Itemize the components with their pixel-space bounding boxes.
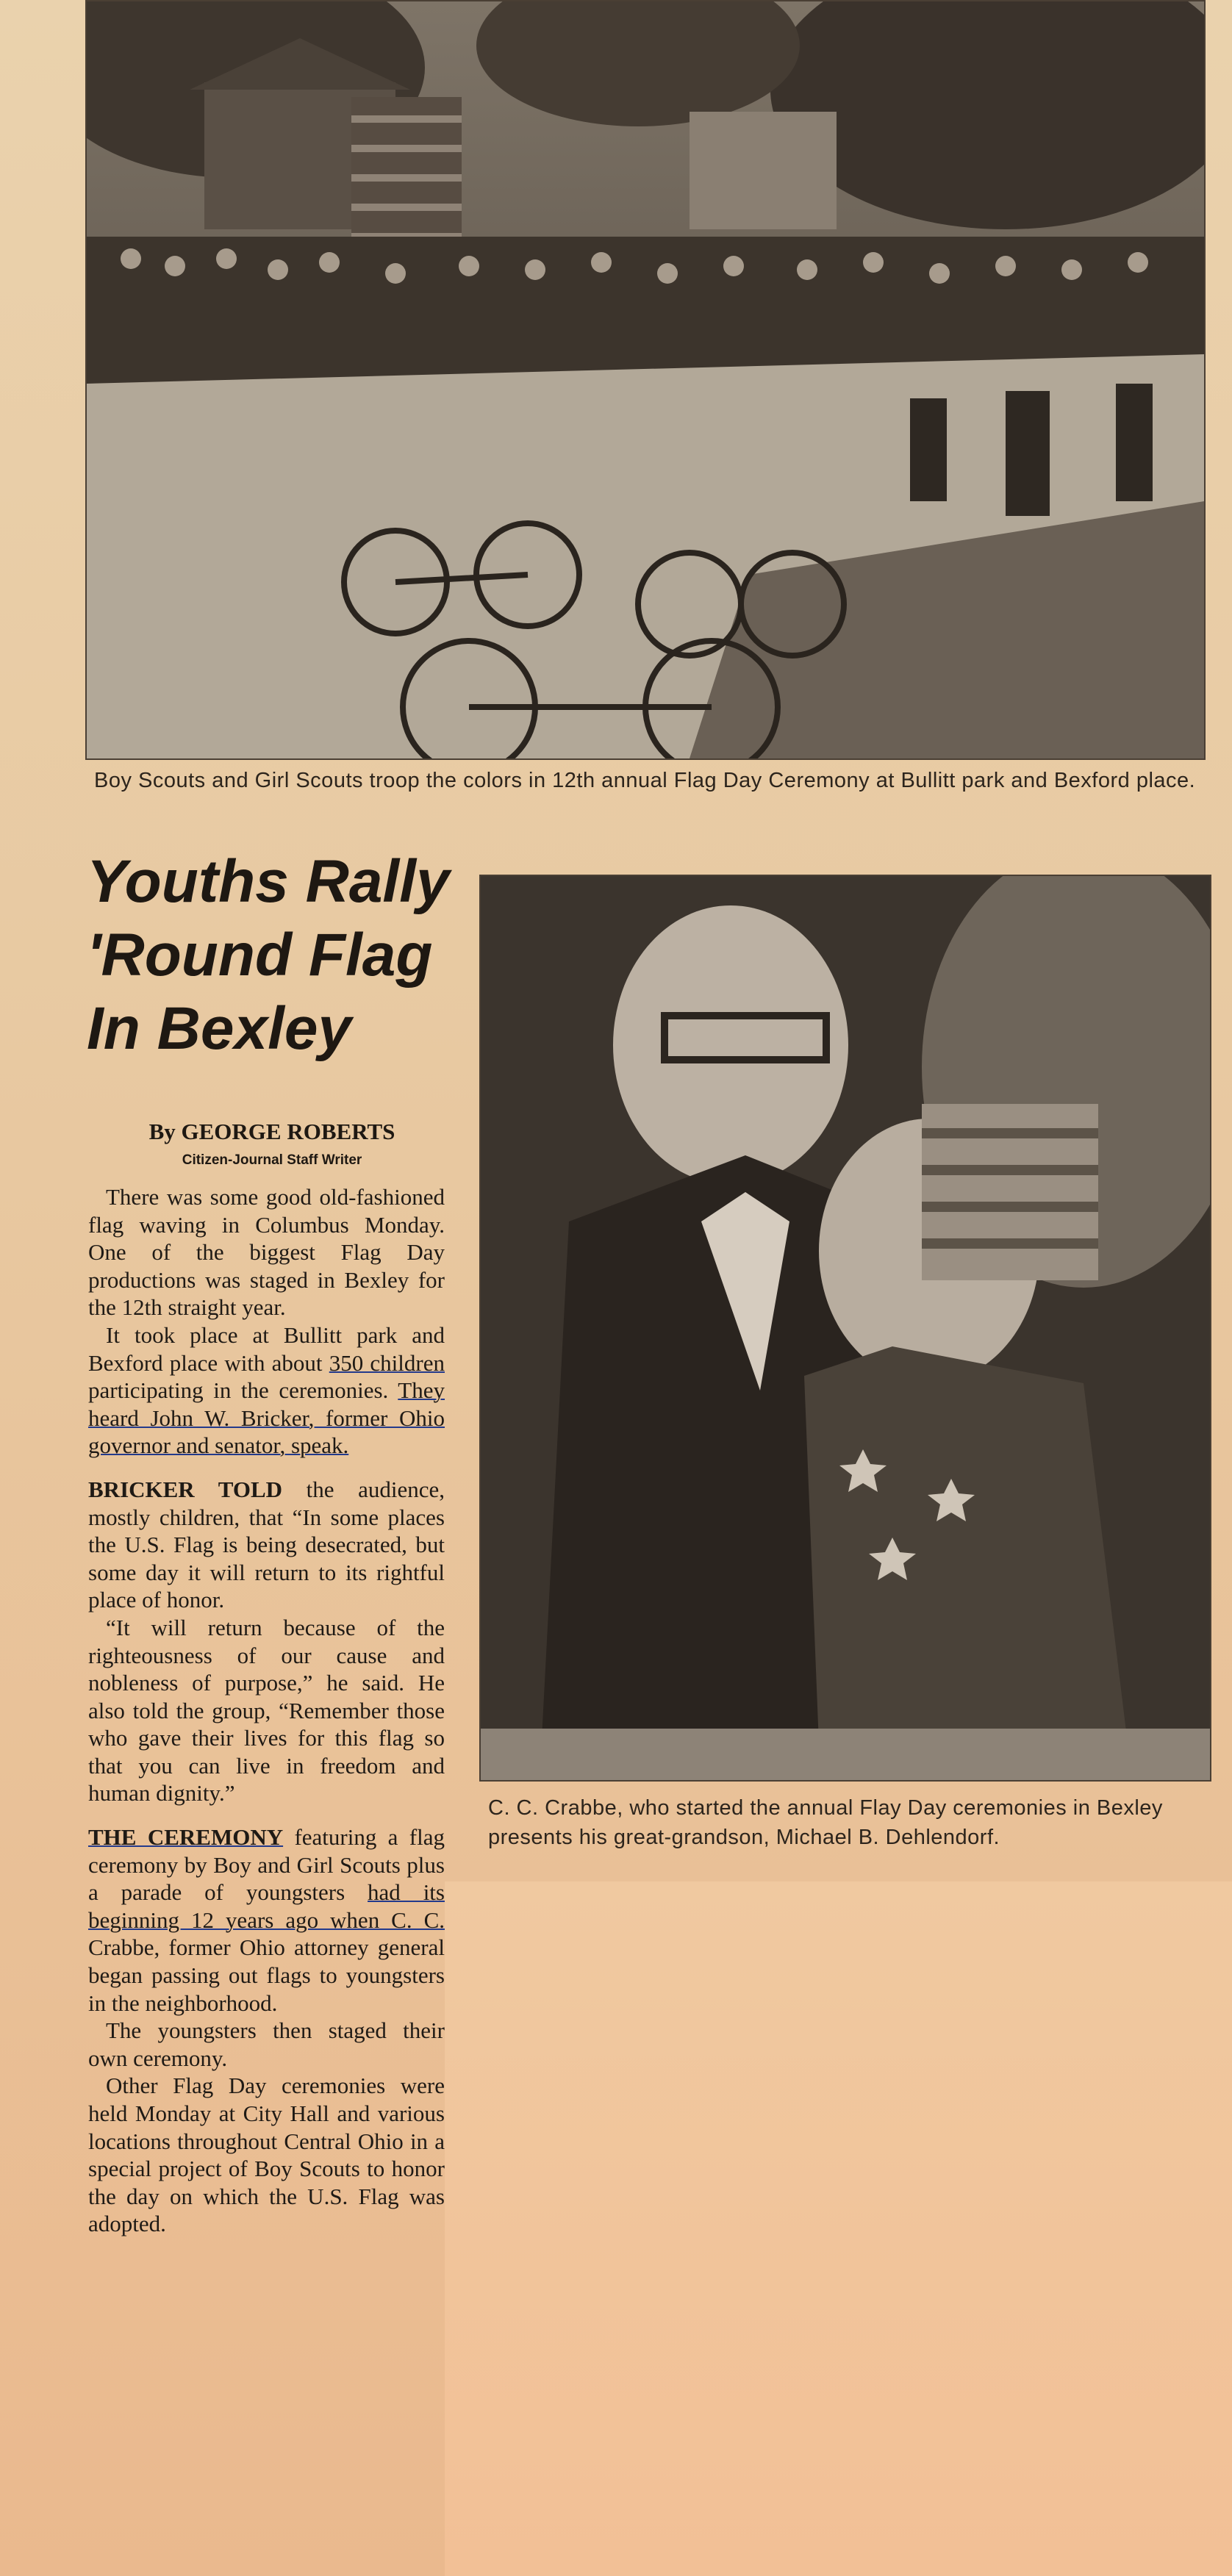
parade-photo-image	[87, 1, 1204, 758]
backing-paper	[445, 1881, 1232, 2576]
staff-credit: Citizen-Journal Staff Writer	[182, 1152, 362, 1168]
parade-photo	[85, 0, 1206, 760]
headline-line-2: 'Round Flag	[87, 922, 433, 989]
portrait-photo-image	[481, 876, 1210, 1780]
underlined-text: had its beginning 12 years ago when C. C.	[88, 1879, 445, 1933]
article-body	[88, 1183, 445, 2238]
article-paragraph-6: The youngsters then staged their own ceremony.	[88, 2017, 445, 2071]
lead-in: BRICKER TOLD	[88, 1476, 283, 1502]
article-paragraph-7: Other Flag Day ceremonies were held Monday at City Hall and various locations throughout Central Ohio in a special project of Boy Scouts to honor the day on which the U.S. Flag was adopted.	[88, 2073, 445, 2237]
underlined-text: 350 children	[329, 1349, 445, 1376]
article-paragraph-2: It took place at Bullitt park and Bexford place with about 350 children participating in the ceremonies. They heard John W. Bricker, former Ohio governor and senator, speak.	[88, 1321, 445, 1459]
article-paragraph-3: BRICKER TOLD the audience, mostly children, that “In some places the U.S. Flag is being desecrated, but some day it will return to its rightful place of honor.	[88, 1476, 445, 1613]
underlined-text: They heard John W. Bricker, former Ohio governor and senator, speak.	[88, 1377, 445, 1459]
headline-line-1: Youths Rally	[87, 848, 450, 915]
article-paragraph-4: “It will return because of the righteousness of our cause and nobleness of purpose,” he said. He also told the group, “Remember those who gave their lives for this flag so that you can live in freedom and human dignity.”	[88, 1614, 445, 1807]
headline	[87, 845, 454, 1066]
byline: By GEORGE ROBERTS	[148, 1119, 395, 1144]
article-paragraph-5: THE CEREMONY featuring a flag ceremony by Boy and Girl Scouts plus a parade of youngsters had its beginning 12 years ago when C. C. Crabbe, former Ohio attorney general began passing out flags to youngsters in the neighborhood.	[88, 1824, 445, 2016]
article-paragraph-1: There was some good old-fashioned flag waving in Columbus Monday. One of the biggest Flag Day productions was staged in Bexley for the 12th straight year.	[88, 1184, 445, 1321]
parade-caption: Boy Scouts and Girl Scouts troop the colors in 12th annual Flag Day Ceremony at Bullitt park and Bexford place.	[94, 769, 1196, 792]
lead-in: THE CEREMONY	[88, 1824, 284, 1851]
headline-line-3: In Bexley	[87, 995, 352, 1062]
portrait-photo	[479, 875, 1211, 1782]
portrait-caption: C. C. Crabbe, who started the annual Flay Day ceremonies in Bexley presents his great-grandson, Michael B. Dehlendorf.	[488, 1796, 1163, 1849]
